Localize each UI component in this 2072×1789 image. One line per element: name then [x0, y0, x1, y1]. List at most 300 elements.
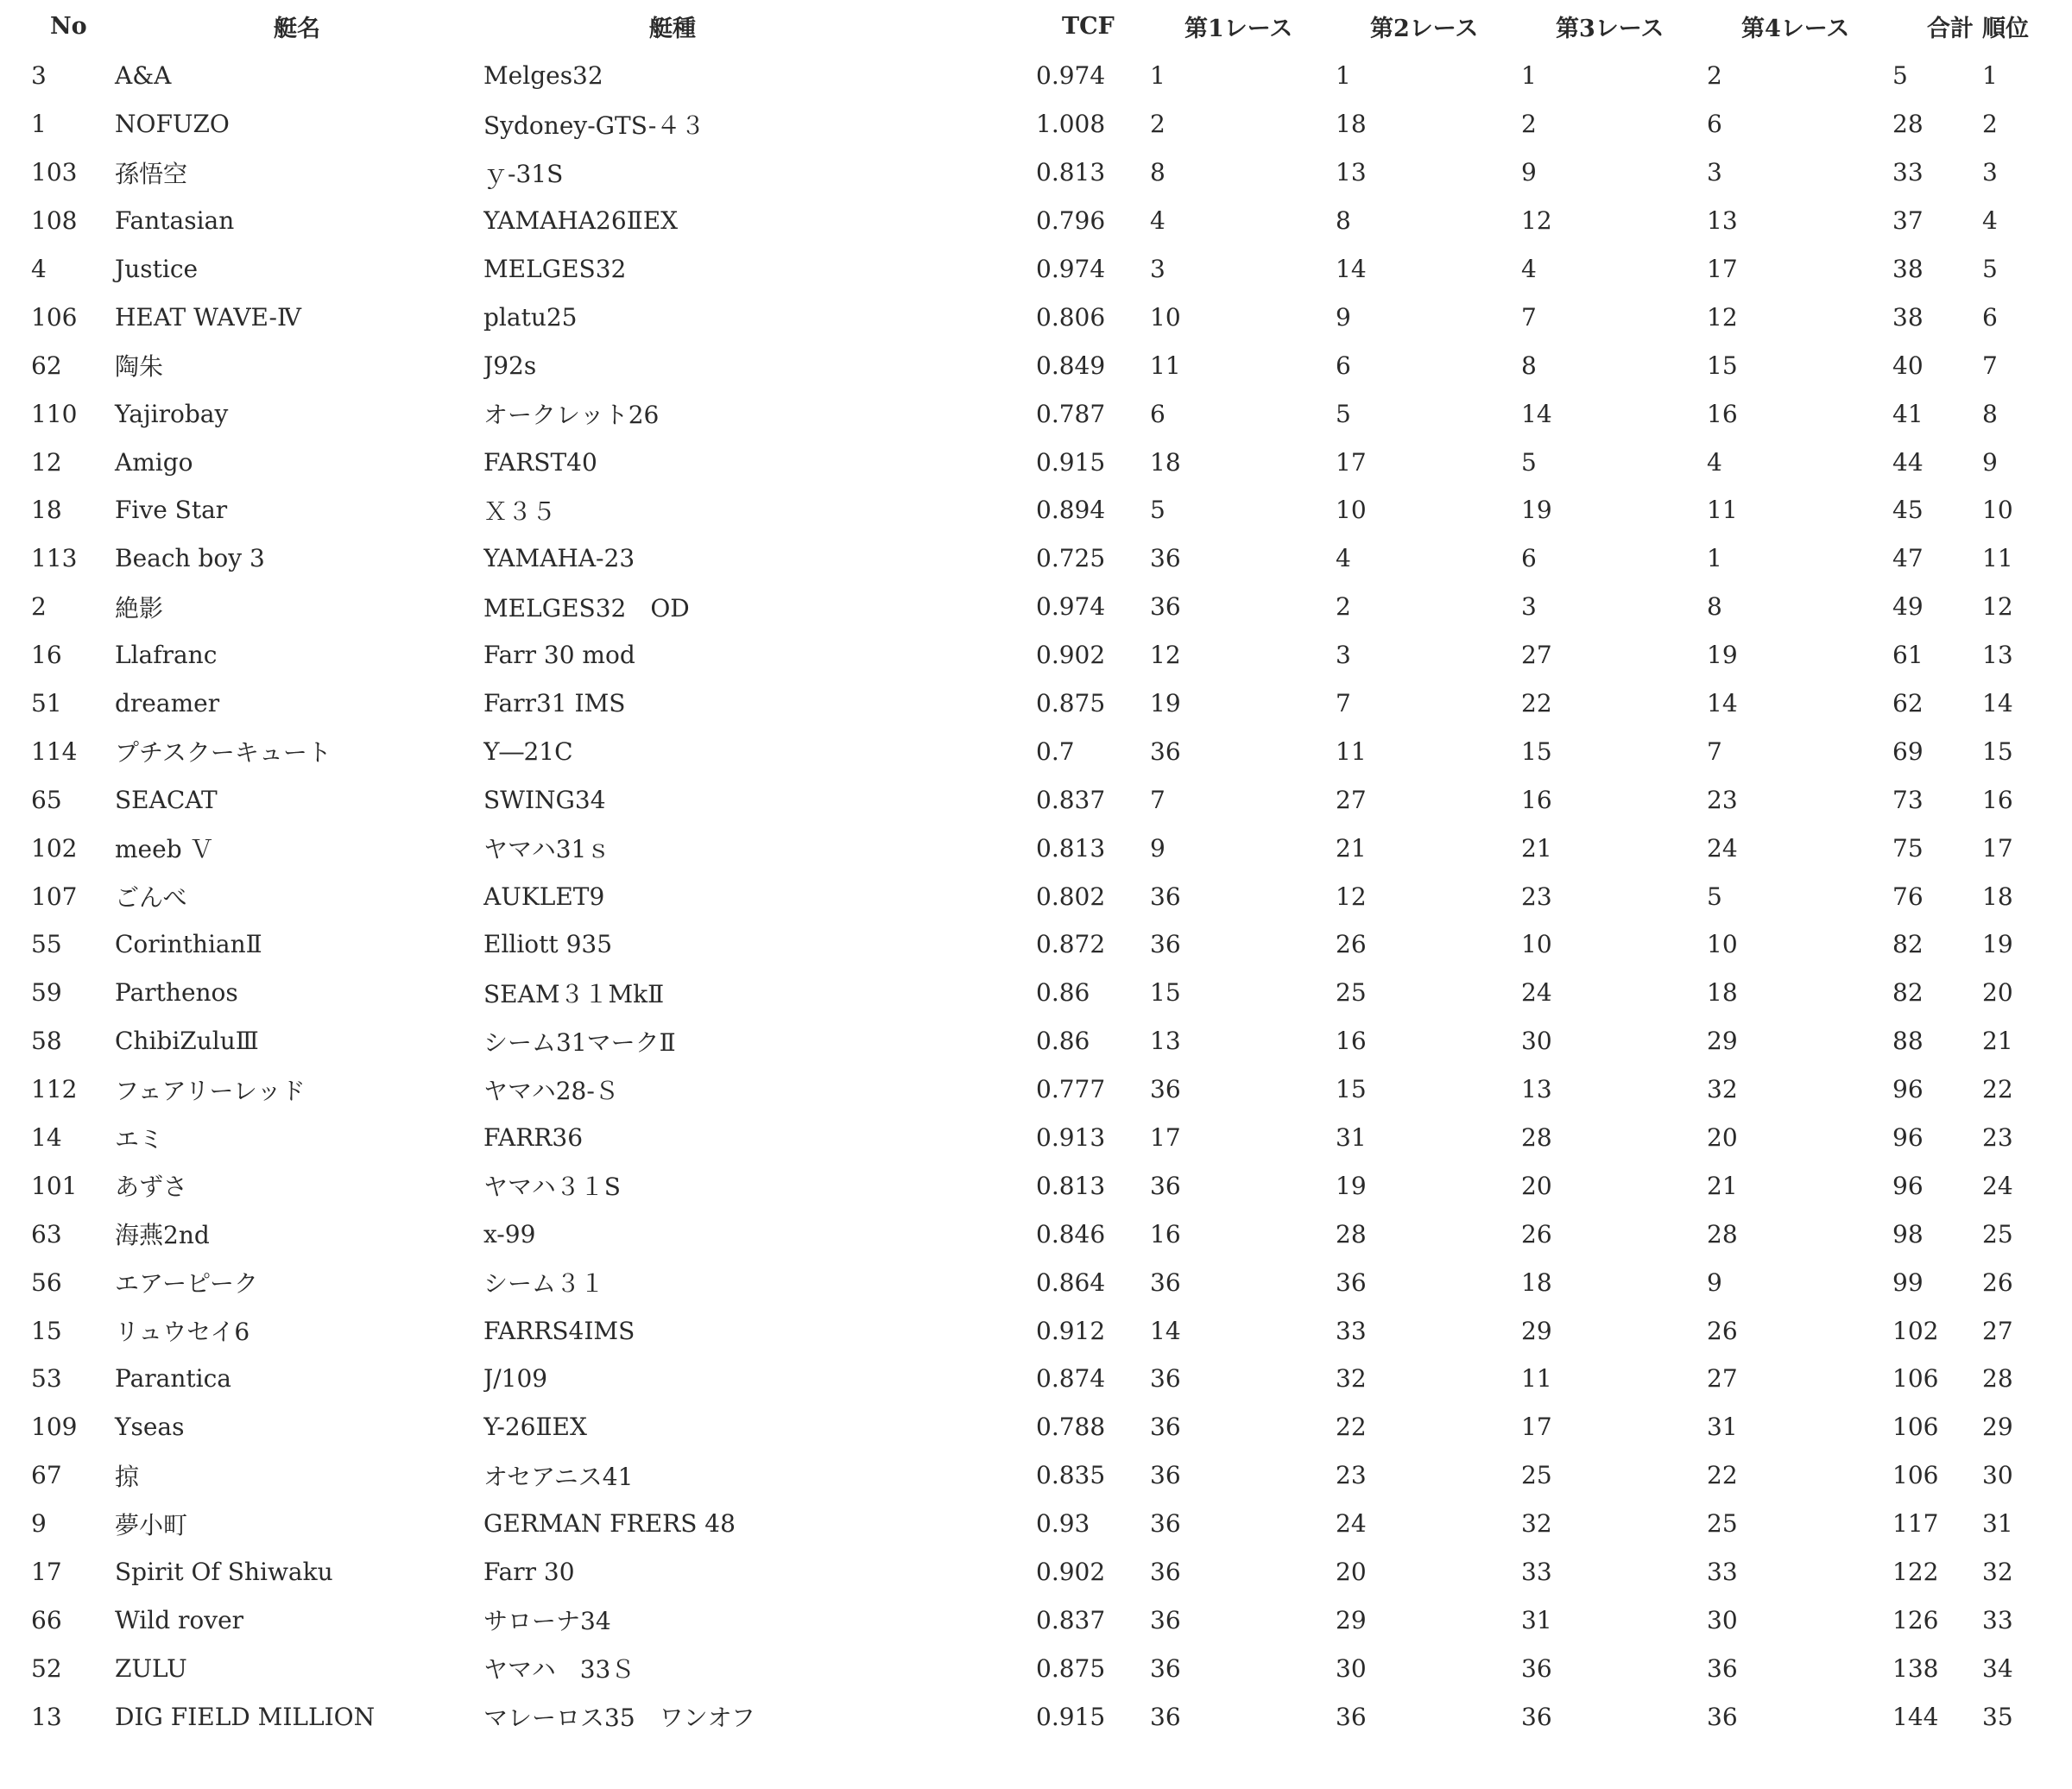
cell-yacht-type: Y―21C — [483, 736, 573, 766]
cell-yacht-type: FARRS4IMS — [483, 1316, 635, 1345]
cell-total: 40 — [1892, 351, 1924, 380]
cell-total: 96 — [1892, 1123, 1924, 1153]
cell-race2: 7 — [1336, 689, 1351, 718]
cell-yacht-name: meeb Ｖ — [115, 835, 214, 864]
cell-race3: 18 — [1521, 1267, 1552, 1297]
cell-tcf: 0.835 — [1036, 1461, 1106, 1490]
cell-tcf: 0.777 — [1036, 1075, 1106, 1104]
cell-total: 61 — [1892, 641, 1924, 670]
cell-rank: 10 — [1982, 496, 2013, 525]
cell-race1: 36 — [1150, 1558, 1181, 1587]
cell-yacht-type: サローナ34 — [483, 1607, 611, 1636]
cell-total: 144 — [1892, 1702, 1939, 1731]
cell-tcf: 0.864 — [1036, 1267, 1106, 1297]
cell-yacht-name: あずさ — [115, 1173, 188, 1202]
cell-total: 5 — [1892, 61, 1908, 91]
cell-race1: 19 — [1150, 689, 1181, 718]
table-row — [0, 872, 2029, 920]
cell-yacht-name: ChibiZuluⅢ — [115, 1027, 259, 1056]
cell-yacht-name: A&A — [115, 61, 172, 91]
cell-race3: 19 — [1521, 496, 1552, 525]
cell-race3: 3 — [1521, 592, 1537, 622]
cell-rank: 7 — [1982, 351, 1998, 380]
cell-race2: 9 — [1336, 302, 1351, 332]
cell-race3: 36 — [1521, 1653, 1552, 1683]
cell-race1: 18 — [1150, 447, 1181, 477]
cell-race3: 29 — [1521, 1316, 1552, 1345]
cell-tcf: 0.849 — [1036, 351, 1106, 380]
cell-yacht-name: 孫悟空 — [115, 159, 188, 188]
cell-no: 108 — [31, 206, 78, 236]
cell-race3: 13 — [1521, 1075, 1552, 1104]
cell-rank: 1 — [1982, 61, 1998, 91]
cell-rank: 5 — [1982, 255, 1998, 283]
cell-yacht-type: ｙ-31S — [483, 159, 564, 188]
cell-race4: 32 — [1707, 1075, 1738, 1104]
cell-total: 106 — [1892, 1461, 1939, 1490]
cell-tcf: 0.875 — [1036, 689, 1106, 718]
cell-race2: 21 — [1336, 833, 1367, 863]
header-yacht-name: 艇名 — [274, 15, 320, 42]
cell-no: 102 — [31, 833, 78, 863]
cell-rank: 21 — [1982, 1027, 2013, 1056]
cell-tcf: 0.787 — [1036, 399, 1106, 428]
cell-race1: 36 — [1150, 544, 1181, 573]
cell-tcf: 0.912 — [1036, 1316, 1106, 1345]
cell-race3: 17 — [1521, 1413, 1552, 1442]
cell-race3: 15 — [1521, 736, 1552, 766]
cell-race4: 19 — [1707, 641, 1738, 670]
cell-race3: 30 — [1521, 1027, 1552, 1056]
cell-yacht-type: SWING34 — [483, 785, 606, 814]
cell-no: 4 — [31, 255, 47, 283]
cell-yacht-type: J/109 — [483, 1364, 548, 1394]
cell-yacht-type: ヤマハ28-Ｓ — [483, 1076, 619, 1105]
header-tcf: TCF — [1062, 12, 1115, 40]
cell-rank: 23 — [1982, 1123, 2013, 1153]
cell-total: 73 — [1892, 785, 1924, 814]
cell-race3: 6 — [1521, 544, 1537, 573]
cell-no: 13 — [31, 1702, 62, 1731]
table-row — [0, 1065, 2029, 1114]
table-row — [0, 534, 2029, 583]
cell-race4: 18 — [1707, 978, 1738, 1008]
cell-race4: 10 — [1707, 930, 1738, 959]
cell-rank: 20 — [1982, 978, 2013, 1008]
cell-race1: 11 — [1150, 351, 1181, 380]
cell-race2: 12 — [1336, 882, 1367, 911]
cell-race2: 2 — [1336, 592, 1351, 622]
cell-yacht-type: FARST40 — [483, 447, 597, 477]
cell-yacht-type: Melges32 — [483, 61, 603, 91]
cell-rank: 32 — [1982, 1558, 2013, 1587]
cell-rank: 4 — [1982, 206, 1998, 236]
cell-race2: 6 — [1336, 351, 1351, 380]
table-row — [0, 1114, 2029, 1162]
cell-yacht-type: YAMAHA26ⅡEX — [483, 206, 679, 236]
cell-total: 49 — [1892, 592, 1924, 622]
cell-race4: 31 — [1707, 1413, 1738, 1442]
cell-race4: 20 — [1707, 1123, 1738, 1153]
cell-yacht-name: フェアリーレッド — [115, 1076, 306, 1105]
cell-yacht-name: プチスクーキュート — [115, 738, 332, 768]
cell-race2: 25 — [1336, 978, 1367, 1008]
cell-tcf: 0.806 — [1036, 302, 1106, 332]
table-row — [0, 245, 2029, 294]
cell-total: 106 — [1892, 1413, 1939, 1442]
cell-race3: 36 — [1521, 1702, 1552, 1731]
cell-race4: 26 — [1707, 1316, 1738, 1345]
cell-race3: 31 — [1521, 1605, 1552, 1634]
cell-race3: 10 — [1521, 930, 1552, 959]
cell-tcf: 0.7 — [1036, 736, 1075, 766]
cell-rank: 8 — [1982, 399, 1998, 428]
cell-race2: 33 — [1336, 1316, 1367, 1345]
cell-race1: 36 — [1150, 930, 1181, 959]
table-row — [0, 920, 2029, 969]
table-body — [0, 52, 2029, 1741]
cell-race3: 28 — [1521, 1123, 1552, 1153]
cell-no: 14 — [31, 1123, 62, 1153]
cell-total: 62 — [1892, 689, 1924, 718]
cell-race3: 11 — [1521, 1364, 1552, 1394]
cell-race3: 26 — [1521, 1219, 1552, 1249]
cell-total: 41 — [1892, 399, 1924, 428]
cell-total: 45 — [1892, 496, 1924, 525]
table-row — [0, 631, 2029, 680]
cell-yacht-name: Yajirobay — [115, 399, 229, 428]
cell-total: 96 — [1892, 1075, 1924, 1104]
cell-race3: 27 — [1521, 641, 1552, 670]
cell-yacht-type: MELGES32 OD — [483, 593, 690, 623]
cell-tcf: 0.913 — [1036, 1123, 1106, 1153]
cell-rank: 18 — [1982, 882, 2013, 911]
cell-race4: 12 — [1707, 302, 1738, 332]
cell-race3: 16 — [1521, 785, 1552, 814]
cell-yacht-name: 陶朱 — [115, 352, 164, 382]
cell-race1: 36 — [1150, 1702, 1181, 1731]
cell-yacht-type: Farr31 IMS — [483, 689, 626, 718]
cell-total: 38 — [1892, 302, 1924, 332]
cell-tcf: 0.837 — [1036, 1605, 1106, 1634]
cell-race1: 6 — [1150, 399, 1166, 428]
cell-race2: 26 — [1336, 930, 1367, 959]
cell-race2: 23 — [1336, 1461, 1367, 1490]
cell-race1: 15 — [1150, 978, 1181, 1008]
cell-race4: 28 — [1707, 1219, 1738, 1249]
cell-yacht-name: 夢小町 — [115, 1510, 188, 1539]
cell-race4: 36 — [1707, 1653, 1738, 1683]
cell-tcf: 0.837 — [1036, 785, 1106, 814]
cell-yacht-name: Five Star — [115, 496, 228, 525]
table-row — [0, 1355, 2029, 1403]
cell-yacht-type: YAMAHA-23 — [483, 544, 635, 573]
cell-race2: 27 — [1336, 785, 1367, 814]
cell-rank: 3 — [1982, 158, 1998, 187]
cell-race2: 22 — [1336, 1413, 1367, 1442]
cell-tcf: 0.846 — [1036, 1219, 1106, 1249]
cell-race1: 9 — [1150, 833, 1166, 863]
cell-rank: 17 — [1982, 833, 2013, 863]
cell-race3: 9 — [1521, 158, 1537, 187]
table-row — [0, 197, 2029, 245]
cell-total: 28 — [1892, 110, 1924, 139]
cell-rank: 34 — [1982, 1653, 2013, 1683]
cell-tcf: 1.008 — [1036, 110, 1106, 139]
cell-rank: 24 — [1982, 1171, 2013, 1200]
cell-total: 117 — [1892, 1509, 1939, 1539]
cell-race2: 14 — [1336, 255, 1367, 283]
cell-race4: 2 — [1707, 61, 1722, 91]
header-race3: 第3レース — [1556, 15, 1665, 42]
cell-tcf: 0.875 — [1036, 1653, 1106, 1683]
cell-yacht-name: dreamer — [115, 689, 220, 718]
cell-race2: 31 — [1336, 1123, 1367, 1153]
cell-tcf: 0.974 — [1036, 592, 1106, 622]
cell-tcf: 0.974 — [1036, 255, 1106, 283]
cell-race4: 1 — [1707, 544, 1722, 573]
cell-race2: 20 — [1336, 1558, 1367, 1587]
cell-no: 2 — [31, 592, 47, 622]
cell-tcf: 0.915 — [1036, 1702, 1106, 1731]
cell-race3: 25 — [1521, 1461, 1552, 1490]
cell-no: 66 — [31, 1605, 62, 1634]
cell-no: 59 — [31, 978, 62, 1008]
cell-tcf: 0.788 — [1036, 1413, 1106, 1442]
table-row — [0, 1451, 2029, 1500]
cell-race1: 36 — [1150, 1509, 1181, 1539]
cell-race3: 23 — [1521, 882, 1552, 911]
cell-no: 51 — [31, 689, 62, 718]
cell-no: 113 — [31, 544, 78, 573]
cell-race3: 7 — [1521, 302, 1537, 332]
cell-race3: 24 — [1521, 978, 1552, 1008]
table-row — [0, 293, 2029, 341]
cell-total: 33 — [1892, 158, 1924, 187]
cell-yacht-name: CorinthianⅡ — [115, 930, 262, 959]
cell-race1: 36 — [1150, 1413, 1181, 1442]
cell-race3: 20 — [1521, 1171, 1552, 1200]
cell-rank: 14 — [1982, 689, 2013, 718]
cell-race1: 8 — [1150, 158, 1166, 187]
cell-race1: 36 — [1150, 1605, 1181, 1634]
cell-rank: 28 — [1982, 1364, 2013, 1394]
cell-yacht-type: GERMAN FRERS 48 — [483, 1509, 736, 1539]
cell-total: 75 — [1892, 833, 1924, 863]
cell-total: 138 — [1892, 1653, 1939, 1683]
cell-race2: 15 — [1336, 1075, 1367, 1104]
table-row — [0, 1644, 2029, 1692]
cell-tcf: 0.813 — [1036, 833, 1106, 863]
cell-tcf: 0.86 — [1036, 978, 1090, 1008]
cell-yacht-type: ヤマハ３１S — [483, 1173, 621, 1202]
cell-race4: 7 — [1707, 736, 1722, 766]
cell-no: 67 — [31, 1461, 62, 1490]
cell-race4: 24 — [1707, 833, 1738, 863]
cell-tcf: 0.802 — [1036, 882, 1106, 911]
cell-tcf: 0.915 — [1036, 447, 1106, 477]
cell-tcf: 0.974 — [1036, 61, 1106, 91]
cell-yacht-type: Y-26ⅡEX — [483, 1413, 587, 1442]
cell-yacht-name: SEACAT — [115, 785, 218, 814]
cell-no: 112 — [31, 1075, 78, 1104]
cell-yacht-type: AUKLET9 — [483, 882, 605, 911]
table-row — [0, 1692, 2029, 1741]
cell-total: 38 — [1892, 255, 1924, 283]
cell-no: 62 — [31, 351, 62, 380]
cell-no: 3 — [31, 61, 47, 91]
cell-race1: 3 — [1150, 255, 1166, 283]
cell-rank: 2 — [1982, 110, 1998, 139]
cell-race4: 30 — [1707, 1605, 1738, 1634]
cell-total: 69 — [1892, 736, 1924, 766]
cell-race4: 11 — [1707, 496, 1738, 525]
cell-yacht-type: オセアニス41 — [483, 1462, 634, 1491]
cell-no: 114 — [31, 736, 78, 766]
cell-yacht-type: ヤマハ 33Ｓ — [483, 1655, 635, 1685]
cell-yacht-name: Llafranc — [115, 641, 218, 670]
cell-rank: 22 — [1982, 1075, 2013, 1104]
cell-rank: 13 — [1982, 641, 2013, 670]
cell-yacht-name: Fantasian — [115, 206, 235, 236]
table-row — [0, 1017, 2029, 1065]
table-row — [0, 583, 2029, 631]
cell-rank: 19 — [1982, 930, 2013, 959]
cell-race1: 17 — [1150, 1123, 1181, 1153]
table-header — [0, 0, 2029, 52]
cell-yacht-type: Farr 30 mod — [483, 641, 635, 670]
cell-rank: 35 — [1982, 1702, 2013, 1731]
cell-no: 1 — [31, 110, 47, 139]
cell-no: 55 — [31, 930, 62, 959]
cell-yacht-name: Yseas — [115, 1413, 185, 1442]
cell-yacht-name: Spirit Of Shiwaku — [115, 1558, 333, 1587]
cell-yacht-type: オークレット26 — [483, 401, 660, 430]
table-row — [0, 149, 2029, 197]
table-row — [0, 1596, 2029, 1645]
cell-no: 103 — [31, 158, 78, 187]
cell-race1: 36 — [1150, 592, 1181, 622]
table-row — [0, 1500, 2029, 1548]
cell-race1: 14 — [1150, 1316, 1181, 1345]
cell-race4: 36 — [1707, 1702, 1738, 1731]
table-row — [0, 1161, 2029, 1210]
cell-total: 126 — [1892, 1605, 1939, 1634]
cell-race4: 9 — [1707, 1267, 1722, 1297]
cell-race1: 36 — [1150, 1075, 1181, 1104]
cell-total: 98 — [1892, 1219, 1924, 1249]
cell-race2: 4 — [1336, 544, 1351, 573]
cell-rank: 12 — [1982, 592, 2013, 622]
cell-race1: 36 — [1150, 1461, 1181, 1490]
cell-tcf: 0.796 — [1036, 206, 1106, 236]
cell-tcf: 0.874 — [1036, 1364, 1106, 1394]
cell-no: 15 — [31, 1316, 62, 1345]
table-row — [0, 775, 2029, 824]
table-row — [0, 100, 2029, 149]
cell-race4: 5 — [1707, 882, 1722, 911]
table-row — [0, 727, 2029, 775]
cell-race1: 4 — [1150, 206, 1166, 236]
cell-race4: 14 — [1707, 689, 1738, 718]
table-row — [0, 341, 2029, 389]
cell-total: 44 — [1892, 447, 1924, 477]
cell-race4: 25 — [1707, 1509, 1738, 1539]
cell-race2: 36 — [1336, 1702, 1367, 1731]
cell-race1: 36 — [1150, 1364, 1181, 1394]
cell-yacht-type: マレーロス35 ワンオフ — [483, 1704, 755, 1733]
cell-race2: 19 — [1336, 1171, 1367, 1200]
cell-rank: 26 — [1982, 1267, 2013, 1297]
cell-race3: 4 — [1521, 255, 1537, 283]
cell-race2: 3 — [1336, 641, 1351, 670]
cell-race3: 32 — [1521, 1509, 1552, 1539]
cell-rank: 9 — [1982, 447, 1998, 477]
cell-race2: 11 — [1336, 736, 1367, 766]
cell-yacht-name: Parthenos — [115, 978, 238, 1008]
header-race2: 第2レース — [1370, 15, 1479, 42]
cell-rank: 11 — [1982, 544, 2013, 573]
cell-race4: 15 — [1707, 351, 1738, 380]
cell-total: 96 — [1892, 1171, 1924, 1200]
cell-race2: 32 — [1336, 1364, 1367, 1394]
cell-yacht-name: 掠 — [115, 1462, 140, 1491]
cell-tcf: 0.902 — [1036, 641, 1106, 670]
cell-no: 110 — [31, 399, 78, 428]
header-yacht-type: 艇種 — [649, 15, 696, 42]
cell-yacht-name: HEAT WAVE-Ⅳ — [115, 302, 301, 332]
cell-yacht-type: platu25 — [483, 302, 578, 332]
cell-tcf: 0.902 — [1036, 1558, 1106, 1587]
cell-rank: 15 — [1982, 736, 2013, 766]
cell-race1: 10 — [1150, 302, 1181, 332]
cell-race4: 3 — [1707, 158, 1722, 187]
cell-rank: 6 — [1982, 302, 1998, 332]
cell-yacht-name: 海燕2nd — [115, 1221, 210, 1250]
cell-tcf: 0.813 — [1036, 158, 1106, 187]
cell-total: 102 — [1892, 1316, 1939, 1345]
cell-race2: 24 — [1336, 1509, 1367, 1539]
cell-yacht-type: Ｘ３５ — [483, 496, 557, 526]
cell-tcf: 0.725 — [1036, 544, 1106, 573]
header-race4: 第4レース — [1741, 15, 1850, 42]
cell-no: 56 — [31, 1267, 62, 1297]
cell-race2: 8 — [1336, 206, 1351, 236]
cell-rank: 31 — [1982, 1509, 2013, 1539]
table-row — [0, 824, 2029, 872]
cell-yacht-name: エミ — [115, 1124, 164, 1154]
cell-race4: 29 — [1707, 1027, 1738, 1056]
cell-yacht-type: FARR36 — [483, 1123, 584, 1153]
cell-rank: 33 — [1982, 1605, 2013, 1634]
cell-yacht-type: Elliott 935 — [483, 930, 613, 959]
cell-yacht-type: Farr 30 — [483, 1558, 575, 1587]
cell-race3: 1 — [1521, 61, 1537, 91]
cell-yacht-name: Justice — [115, 255, 199, 283]
cell-race2: 29 — [1336, 1605, 1367, 1634]
table-row — [0, 1210, 2029, 1258]
header-total: 合計 — [1927, 15, 1974, 42]
cell-total: 122 — [1892, 1558, 1939, 1587]
cell-total: 99 — [1892, 1267, 1924, 1297]
cell-total: 37 — [1892, 206, 1924, 236]
table-row — [0, 969, 2029, 1017]
cell-race3: 5 — [1521, 447, 1537, 477]
cell-race2: 18 — [1336, 110, 1367, 139]
header-rank: 順位 — [1982, 15, 2029, 42]
cell-race2: 5 — [1336, 399, 1351, 428]
cell-race2: 17 — [1336, 447, 1367, 477]
